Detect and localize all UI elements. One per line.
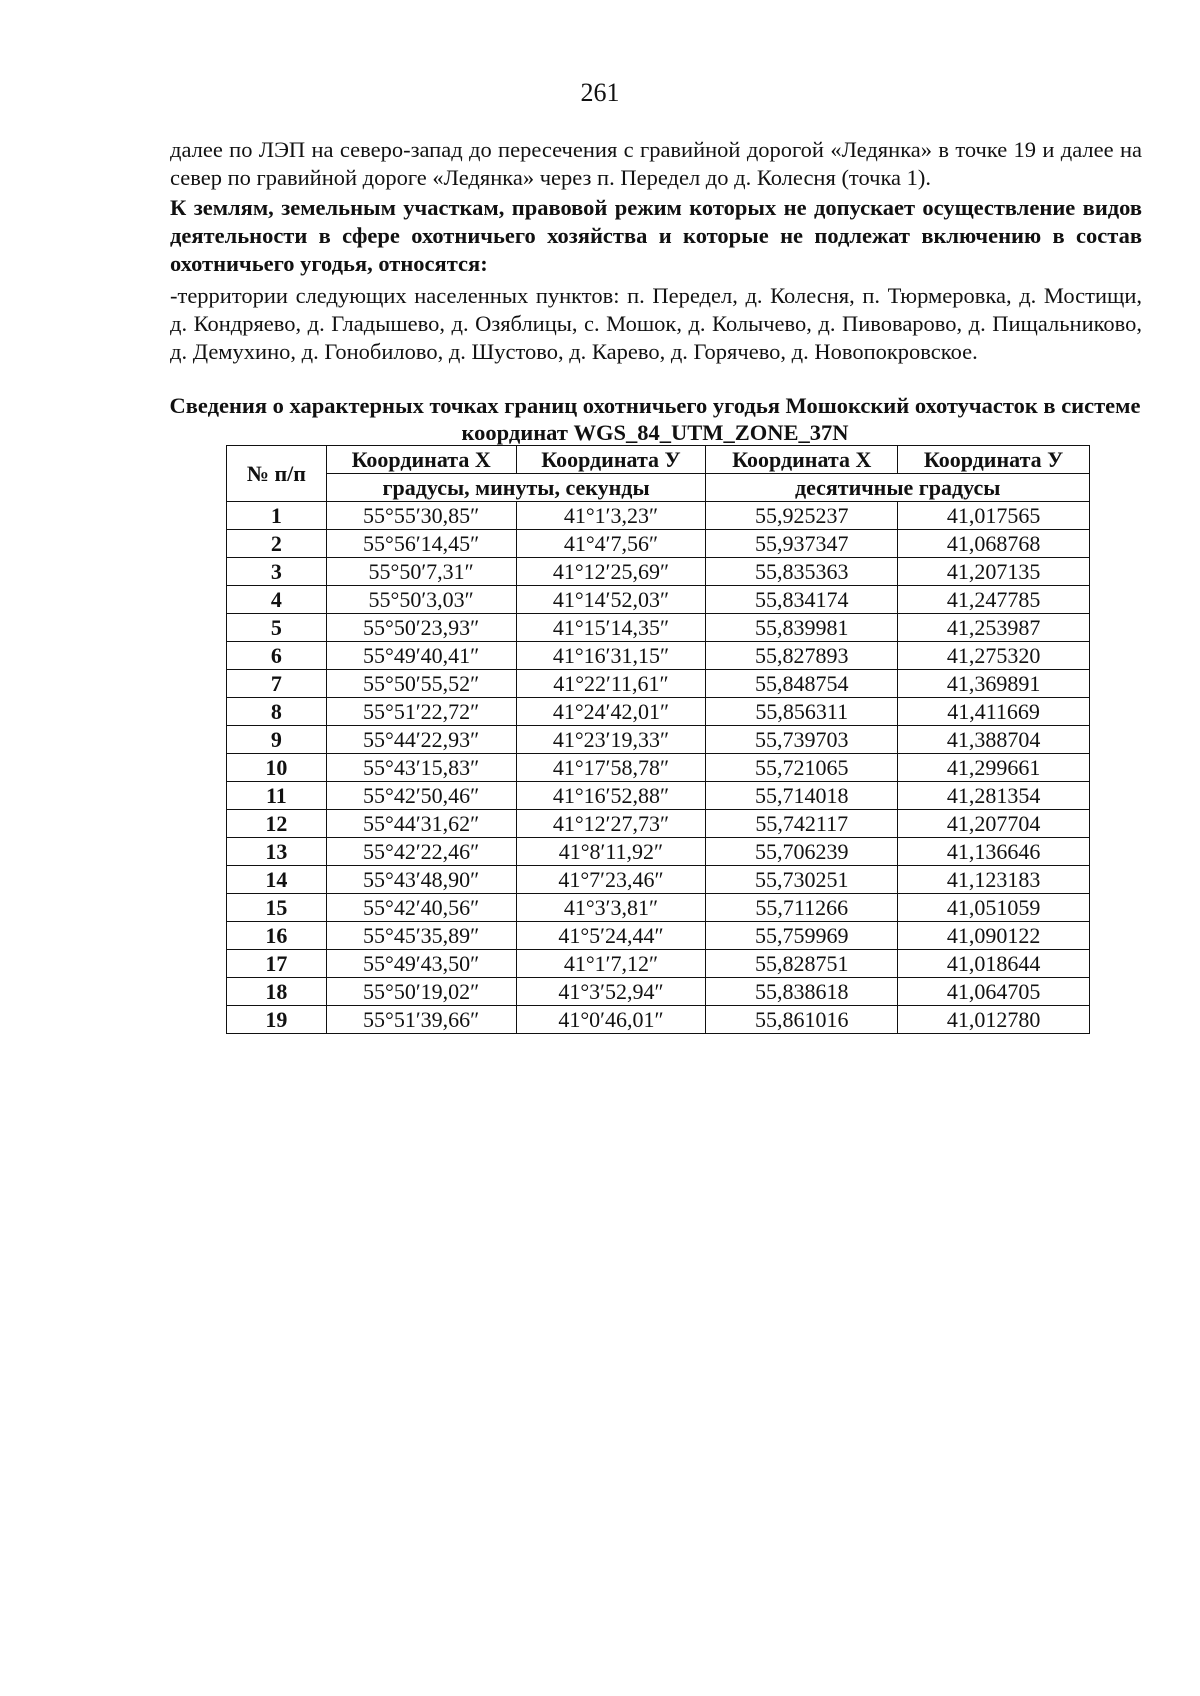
cell-dms-y: 41°12′25,69″ — [516, 558, 706, 586]
cell-dec-y: 41,012780 — [898, 1006, 1090, 1034]
cell-dms-x: 55°45′35,89″ — [326, 922, 516, 950]
cell-dms-y: 41°8′11,92″ — [516, 838, 706, 866]
cell-dms-x: 55°44′22,93″ — [326, 726, 516, 754]
cell-num: 12 — [227, 810, 327, 838]
table-row — [227, 502, 1090, 530]
cell-dms-x: 55°49′40,41″ — [326, 642, 516, 670]
cell-dms-x: 55°55′30,85″ — [326, 502, 516, 530]
header-dms-unit: градусы, минуты, секунды — [326, 474, 706, 502]
cell-num: 2 — [227, 530, 327, 558]
cell-dec-x: 55,937347 — [706, 530, 898, 558]
table-row — [227, 810, 1090, 838]
cell-dms-x: 55°42′22,46″ — [326, 838, 516, 866]
cell-dms-x: 55°50′55,52″ — [326, 670, 516, 698]
table-row — [227, 726, 1090, 754]
cell-dms-y: 41°16′52,88″ — [516, 782, 706, 810]
table-row — [227, 922, 1090, 950]
table-row — [227, 614, 1090, 642]
cell-dms-y: 41°12′27,73″ — [516, 810, 706, 838]
cell-dms-y: 41°1′7,12″ — [516, 950, 706, 978]
cell-dms-x: 55°50′23,93″ — [326, 614, 516, 642]
cell-dec-y: 41,017565 — [898, 502, 1090, 530]
cell-dms-y: 41°3′52,94″ — [516, 978, 706, 1006]
cell-dec-x: 55,834174 — [706, 586, 898, 614]
intro-paragraph: далее по ЛЭП на северо-запад до пересечения с гравийной дорогой «Ледянка» в точке 19 и далее на север по гравийной дороге «Ледянка» через п. Передел до д. Колесня (точка 1). — [170, 137, 1142, 190]
cell-num: 6 — [227, 642, 327, 670]
header-coord-x: Координата X — [326, 446, 516, 474]
cell-dms-x: 55°43′48,90″ — [326, 866, 516, 894]
cell-num: 11 — [227, 782, 327, 810]
exclusion-heading: К землям, земельным участкам, правовой режим которых не допускает осуществление видов деятельности в сфере охотничьего хозяйства и которые не подлежат включению в состав охотничьего угодья, относятся: — [170, 195, 1142, 276]
cell-dms-y: 41°23′19,33″ — [516, 726, 706, 754]
cell-dms-y: 41°4′7,56″ — [516, 530, 706, 558]
cell-dms-x: 55°56′14,45″ — [326, 530, 516, 558]
cell-dec-y: 41,299661 — [898, 754, 1090, 782]
cell-dms-y: 41°0′46,01″ — [516, 1006, 706, 1034]
cell-dec-x: 55,706239 — [706, 838, 898, 866]
table-row — [227, 670, 1090, 698]
header-dec-unit: десятичные градусы — [706, 474, 1090, 502]
header-coord-x-dec: Координата X — [706, 446, 898, 474]
cell-dms-y: 41°24′42,01″ — [516, 698, 706, 726]
cell-dms-x: 55°50′19,02″ — [326, 978, 516, 1006]
cell-dec-x: 55,730251 — [706, 866, 898, 894]
table-row — [227, 894, 1090, 922]
page-number: 261 — [580, 78, 620, 107]
cell-num: 13 — [227, 838, 327, 866]
cell-dec-y: 41,123183 — [898, 866, 1090, 894]
cell-dec-x: 55,861016 — [706, 1006, 898, 1034]
cell-dec-x: 55,721065 — [706, 754, 898, 782]
cell-dms-x: 55°42′50,46″ — [326, 782, 516, 810]
cell-num: 1 — [227, 502, 327, 530]
cell-num: 18 — [227, 978, 327, 1006]
cell-dec-y: 41,207704 — [898, 810, 1090, 838]
cell-dec-x: 55,739703 — [706, 726, 898, 754]
cell-dec-y: 41,068768 — [898, 530, 1090, 558]
table-subheader-row — [227, 474, 1090, 502]
table-row — [227, 950, 1090, 978]
cell-dec-y: 41,051059 — [898, 894, 1090, 922]
coordinates-table — [226, 445, 1090, 1034]
cell-dec-y: 41,388704 — [898, 726, 1090, 754]
cell-dms-y: 41°3′3,81″ — [516, 894, 706, 922]
cell-dec-y: 41,136646 — [898, 838, 1090, 866]
cell-dms-y: 41°22′11,61″ — [516, 670, 706, 698]
document-body — [170, 136, 1142, 366]
cell-dec-x: 55,714018 — [706, 782, 898, 810]
header-coord-y-dec: Координата У — [898, 446, 1090, 474]
cell-dms-x: 55°50′7,31″ — [326, 558, 516, 586]
cell-dms-y: 41°5′24,44″ — [516, 922, 706, 950]
header-coord-y: Координата У — [516, 446, 706, 474]
cell-dms-y: 41°1′3,23″ — [516, 502, 706, 530]
cell-dec-y: 41,064705 — [898, 978, 1090, 1006]
cell-num: 5 — [227, 614, 327, 642]
cell-dec-x: 55,828751 — [706, 950, 898, 978]
cell-dec-x: 55,856311 — [706, 698, 898, 726]
cell-dec-y: 41,275320 — [898, 642, 1090, 670]
cell-dms-x: 55°44′31,62″ — [326, 810, 516, 838]
cell-dms-y: 41°14′52,03″ — [516, 586, 706, 614]
table-row — [227, 978, 1090, 1006]
cell-dec-x: 55,838618 — [706, 978, 898, 1006]
cell-num: 17 — [227, 950, 327, 978]
cell-num: 4 — [227, 586, 327, 614]
cell-dec-x: 55,839981 — [706, 614, 898, 642]
cell-dec-x: 55,827893 — [706, 642, 898, 670]
cell-num: 16 — [227, 922, 327, 950]
cell-dms-x: 55°43′15,83″ — [326, 754, 516, 782]
cell-dms-y: 41°16′31,15″ — [516, 642, 706, 670]
cell-dec-y: 41,253987 — [898, 614, 1090, 642]
cell-dec-y: 41,247785 — [898, 586, 1090, 614]
cell-dec-x: 55,759969 — [706, 922, 898, 950]
cell-num: 3 — [227, 558, 327, 586]
header-num: № п/п — [227, 446, 327, 502]
cell-num: 7 — [227, 670, 327, 698]
cell-dms-x: 55°50′3,03″ — [326, 586, 516, 614]
cell-dms-x: 55°51′39,66″ — [326, 1006, 516, 1034]
settlements-paragraph: -территории следующих населенных пунктов: п. Передел, д. Колесня, п. Тюрмеровка, д. Мостищи, д. Кондряево, д. Гладышево, д. Озяблицы, с. Мошок, д. Колычево, д. Пивоварово, д. Пищальниково, д. Демухино, д. Гонобилово, д. Шустово, д. Карево, д. Горячево, д. Новопокровское. — [170, 283, 1142, 364]
cell-dec-y: 41,207135 — [898, 558, 1090, 586]
table-row — [227, 782, 1090, 810]
cell-dms-x: 55°42′40,56″ — [326, 894, 516, 922]
cell-dec-x: 55,848754 — [706, 670, 898, 698]
cell-dec-y: 41,411669 — [898, 698, 1090, 726]
table-caption: Сведения о характерных точках границ охотничьего угодья Мошокский охотучасток в системе координат WGS_84_UTM_ZONE_37N — [169, 393, 1141, 445]
table-row — [227, 754, 1090, 782]
cell-num: 9 — [227, 726, 327, 754]
cell-num: 19 — [227, 1006, 327, 1034]
table-row — [227, 530, 1090, 558]
cell-dms-x: 55°49′43,50″ — [326, 950, 516, 978]
table-header-row — [227, 446, 1090, 474]
cell-dec-x: 55,835363 — [706, 558, 898, 586]
cell-dec-x: 55,711266 — [706, 894, 898, 922]
cell-dec-x: 55,742117 — [706, 810, 898, 838]
cell-dec-y: 41,281354 — [898, 782, 1090, 810]
table-row — [227, 558, 1090, 586]
cell-dms-y: 41°17′58,78″ — [516, 754, 706, 782]
cell-dec-y: 41,018644 — [898, 950, 1090, 978]
table-row — [227, 698, 1090, 726]
table-body — [227, 502, 1090, 1034]
cell-dec-y: 41,369891 — [898, 670, 1090, 698]
cell-dec-x: 55,925237 — [706, 502, 898, 530]
table-row — [227, 866, 1090, 894]
cell-num: 8 — [227, 698, 327, 726]
table-row — [227, 1006, 1090, 1034]
cell-dms-x: 55°51′22,72″ — [326, 698, 516, 726]
table-row — [227, 642, 1090, 670]
cell-num: 10 — [227, 754, 327, 782]
cell-num: 15 — [227, 894, 327, 922]
cell-dec-y: 41,090122 — [898, 922, 1090, 950]
cell-dms-y: 41°15′14,35″ — [516, 614, 706, 642]
cell-num: 14 — [227, 866, 327, 894]
cell-dms-y: 41°7′23,46″ — [516, 866, 706, 894]
table-row — [227, 586, 1090, 614]
table-row — [227, 838, 1090, 866]
